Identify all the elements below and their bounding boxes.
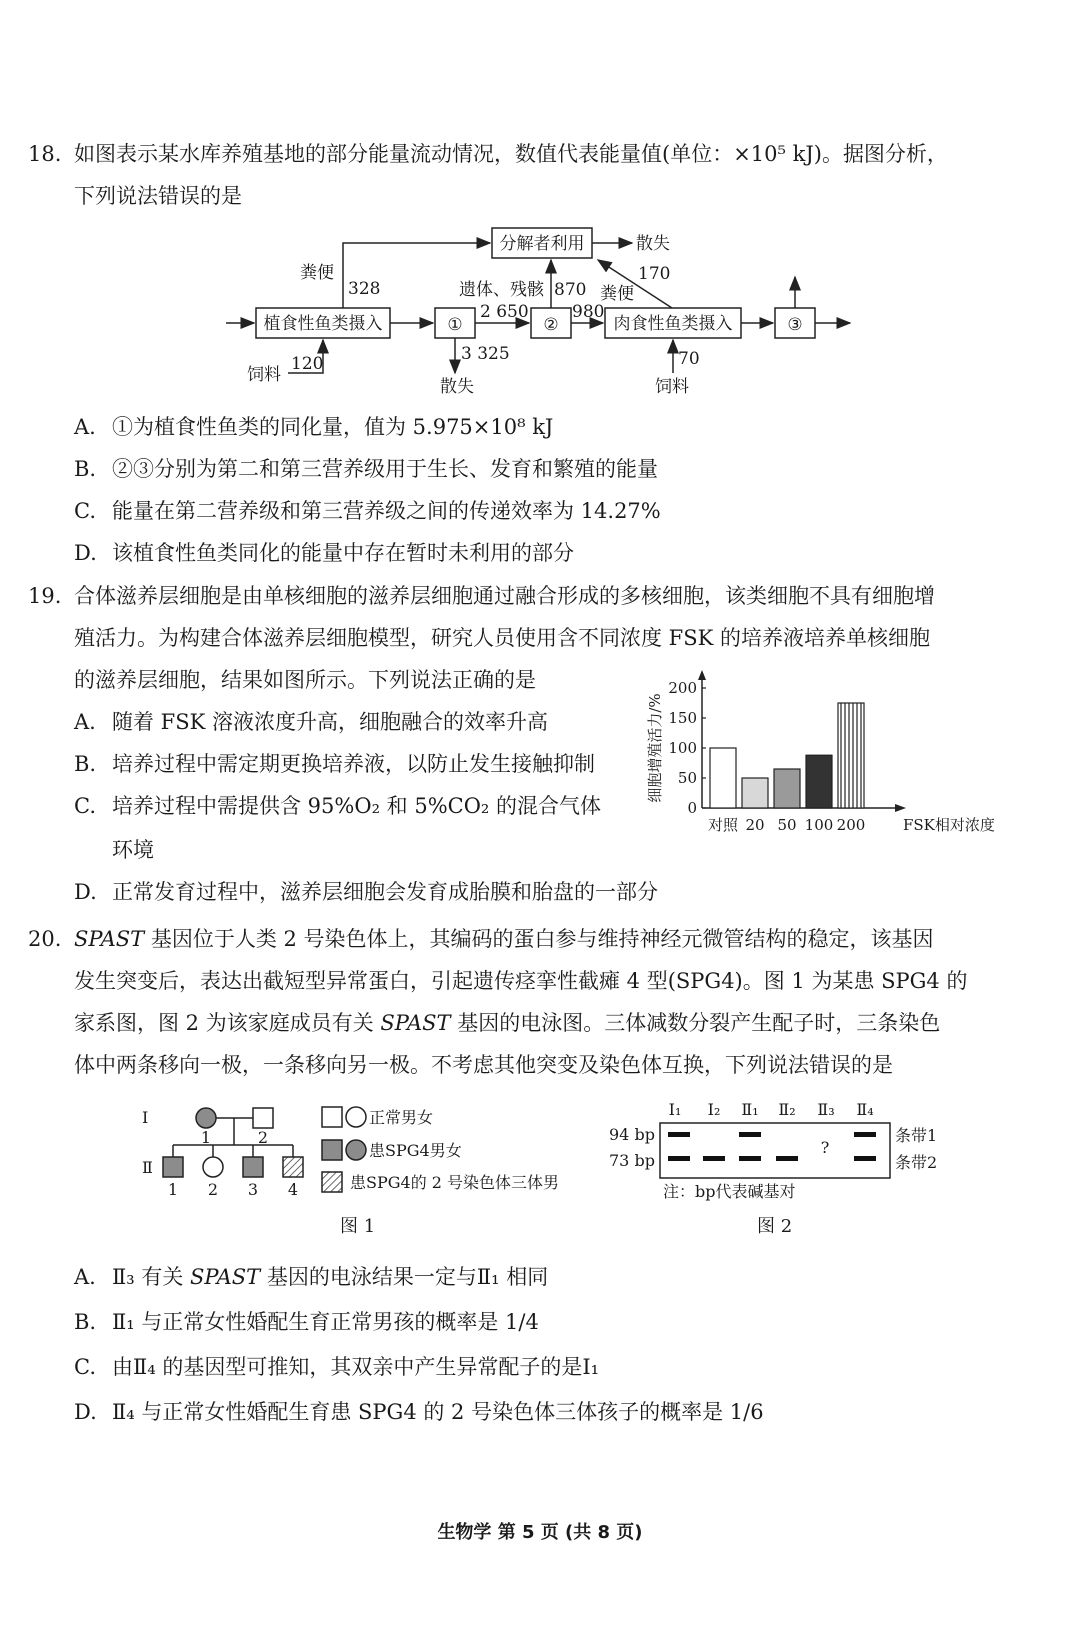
label-feces-1: 粪便	[300, 263, 334, 283]
legend-trisomy-label: 患SPG4的 2 号染色体三体男	[350, 1173, 560, 1192]
chart-y-tick-label: 0	[687, 799, 697, 817]
value-170: 170	[638, 264, 671, 284]
stem-text: 基因的电泳图。三体减数分裂产生配子时，三条染色	[450, 1011, 941, 1035]
pedigree-II3-affected-male	[243, 1157, 263, 1177]
gel-note: 注：bp代表碱基对	[663, 1182, 796, 1201]
I1-number: 1	[200, 1128, 212, 1147]
question-20-stem-line2: 发生突变后，表达出截短型异常蛋白，引起遗传痉挛性截瘫 4 型(SPG4)。图 1 为某患 SPG4 的	[74, 969, 968, 993]
energy-flow-diagram	[0, 215, 1080, 405]
q18-option-c: 能量在第二营养级和第三营养级之间的传递效率为 14.27%	[112, 499, 661, 523]
generation-I-label: Ⅰ	[142, 1108, 149, 1127]
q20-option-b-letter: B.	[74, 1310, 97, 1334]
chart-y-axis-label: 细胞增殖活力/%	[646, 693, 664, 803]
question-20-stem-line3	[74, 1008, 940, 1038]
q19-option-d: 正常发育过程中，滋养层细胞会发育成胎膜和胎盘的一部分	[112, 880, 658, 904]
label-box-3: ③	[787, 315, 803, 335]
legend-normal-label: 正常男女	[369, 1108, 434, 1127]
legend-normal-male-icon	[322, 1107, 342, 1127]
question-20-stem-line1	[74, 924, 934, 954]
legend-normal-female-icon	[346, 1107, 366, 1127]
II2-number: 2	[207, 1180, 219, 1199]
question-19-stem-line2: 殖活力。为构建合体滋养层细胞模型，研究人员使用含不同浓度 FSK 的培养液培养单核细胞	[74, 626, 930, 650]
value-328: 328	[348, 279, 381, 299]
label-box-2: ②	[543, 315, 559, 335]
question-19-number: 19.	[28, 584, 62, 608]
pedigree-I2-normal-male	[253, 1108, 273, 1128]
bp-73-label: 73 bp	[609, 1151, 655, 1170]
question-19-stem-line1: 合体滋养层细胞是由单核细胞的滋养层细胞通过融合形成的多核细胞，该类细胞不具有细胞增	[74, 584, 935, 608]
value-70: 70	[678, 349, 700, 369]
legend-affected-label: 患SPG4男女	[369, 1141, 462, 1160]
question-20-number: 20.	[28, 927, 62, 951]
q18-option-b-letter: B.	[74, 457, 97, 481]
q20-option-b: Ⅱ₁ 与正常女性婚配生育正常男孩的概率是 1/4	[112, 1310, 539, 1334]
chart-bar-2	[774, 769, 800, 808]
label-loss-bottom: 散失	[440, 377, 474, 397]
question-18-stem-line1: 如图表示某水库养殖基地的部分能量流动情况，数值代表能量值(单位：×10⁵ kJ)。据图分析，	[74, 142, 948, 166]
band-2-label: 条带2	[895, 1153, 938, 1172]
band-I2-73	[703, 1156, 725, 1161]
chart-bar-4	[838, 703, 864, 808]
pedigree-I1-affected-female	[196, 1108, 216, 1128]
band-I1-73	[668, 1156, 690, 1161]
label-herbivore: 植食性鱼类摄入	[263, 314, 383, 334]
legend-trisomy-icon	[322, 1172, 342, 1192]
gene-name: SPAST	[190, 1265, 261, 1289]
chart-bar-0	[710, 748, 736, 808]
q18-option-d-letter: D.	[74, 541, 97, 565]
q18-option-b: ②③分别为第二和第三营养级用于生长、发育和繁殖的能量	[112, 457, 658, 481]
gene-name: SPAST	[74, 927, 145, 951]
chart-y-tick-label: 200	[668, 679, 697, 697]
figure-2-caption: 图 2	[757, 1216, 793, 1237]
label-decomposer: 分解者利用	[499, 234, 585, 254]
fsk-bar-chart	[640, 670, 1020, 840]
q18-option-a: ①为植食性鱼类的同化量，值为 5.975×10⁸ kJ	[112, 415, 554, 439]
band-II2-73	[776, 1156, 798, 1161]
label-carnivore: 肉食性鱼类摄入	[613, 314, 733, 334]
q20-option-c: 由Ⅱ₄ 的基因型可推知，其双亲中产生异常配子的是Ⅰ₁	[112, 1355, 600, 1379]
q19-option-c-letter: C.	[74, 794, 96, 818]
question-19-stem-line3: 的滋养层细胞，结果如图所示。下列说法正确的是	[74, 668, 536, 692]
chart-x-tick-label: 200	[836, 816, 866, 834]
stem-text: 家系图，图 2 为该家庭成员有关	[74, 1011, 381, 1035]
q19-option-b-letter: B.	[74, 752, 97, 776]
page-footer: 生物学 第 5 页 (共 8 页)	[437, 1522, 643, 1543]
q18-option-c-letter: C.	[74, 499, 96, 523]
option-text: Ⅱ₃ 有关	[112, 1265, 191, 1289]
question-20-stem-line4: 体中两条移向一极，一条移向另一极。不考虑其他突变及染色体互换，下列说法错误的是	[74, 1053, 893, 1077]
II1-number: 1	[167, 1180, 179, 1199]
II3-number: 3	[247, 1180, 259, 1199]
chart-x-tick-label: 对照	[707, 816, 739, 834]
electrophoresis-figure	[605, 1095, 965, 1210]
band-I1-94	[668, 1132, 690, 1137]
value-980: 980	[572, 302, 605, 322]
q20-option-a	[112, 1262, 548, 1292]
chart-x-arrow	[895, 804, 906, 812]
label-remains: 遗体、残骸	[459, 280, 544, 300]
q19-option-c-continued: 环境	[112, 838, 154, 862]
q18-option-d: 该植食性鱼类同化的能量中存在暂时未利用的部分	[112, 541, 574, 565]
q19-option-a: 随着 FSK 溶液浓度升高，细胞融合的效率升高	[112, 710, 548, 734]
chart-y-tick-label: 50	[677, 769, 697, 787]
band-II4-94	[854, 1132, 876, 1137]
q19-option-b: 培养过程中需定期更换培养液，以防止发生接触抑制	[112, 752, 595, 776]
chart-x-tick-label: 100	[804, 816, 834, 834]
chart-bar-1	[742, 778, 768, 808]
gene-name: SPAST	[380, 1011, 451, 1035]
value-3325: 3 325	[461, 344, 510, 364]
lane-II3-label: Ⅱ₃	[817, 1100, 835, 1119]
question-18-number: 18.	[28, 142, 62, 166]
option-text: 基因的电泳结果一定与Ⅱ₁ 相同	[260, 1265, 549, 1289]
label-feed-2: 饲料	[655, 377, 689, 397]
gel-frame	[660, 1123, 890, 1178]
unknown-lane-mark: ?	[820, 1138, 830, 1157]
lane-I1-label: Ⅰ₁	[668, 1100, 682, 1119]
generation-II-label: Ⅱ	[142, 1158, 153, 1177]
stem-text: 基因位于人类 2 号染色体上，其编码的蛋白参与维持神经元微管结构的稳定，该基因	[144, 927, 934, 951]
value-2650: 2 650	[480, 302, 529, 322]
q18-option-a-letter: A.	[74, 415, 96, 439]
label-box-1: ①	[447, 315, 463, 335]
chart-x-tick-label: 20	[745, 816, 765, 834]
lane-II2-label: Ⅱ₂	[778, 1100, 796, 1119]
pedigree-figure	[130, 1095, 590, 1205]
band-1-label: 条带1	[895, 1126, 938, 1145]
value-120: 120	[291, 354, 324, 374]
figure-1-caption: 图 1	[340, 1216, 376, 1237]
chart-x-axis-label: FSK相对浓度	[903, 816, 995, 834]
q19-option-d-letter: D.	[74, 880, 97, 904]
pedigree-II2-normal-female	[203, 1157, 223, 1177]
chart-x-tick-label: 50	[777, 816, 797, 834]
band-II4-73	[854, 1156, 876, 1161]
label-feces-2: 粪便	[600, 284, 634, 304]
lane-II1-label: Ⅱ₁	[741, 1100, 759, 1119]
pedigree-II1-affected-male	[163, 1157, 183, 1177]
q20-option-d-letter: D.	[74, 1400, 97, 1424]
q19-option-a-letter: A.	[74, 710, 96, 734]
chart-y-tick-label: 100	[668, 739, 697, 757]
legend-affected-female-icon	[346, 1140, 366, 1160]
chart-y-tick-label: 150	[668, 709, 697, 727]
pedigree-II4-trisomy-male	[283, 1157, 303, 1177]
label-loss-top: 散失	[636, 234, 670, 254]
q20-option-a-letter: A.	[74, 1265, 96, 1289]
bp-94-label: 94 bp	[609, 1125, 655, 1144]
q20-option-c-letter: C.	[74, 1355, 96, 1379]
I2-number: 2	[257, 1128, 269, 1147]
label-feed-1: 饲料	[247, 365, 281, 385]
q19-option-c: 培养过程中需提供含 95%O₂ 和 5%CO₂ 的混合气体	[112, 794, 602, 818]
value-870: 870	[554, 280, 587, 300]
lane-I2-label: Ⅰ₂	[707, 1100, 721, 1119]
II4-number: 4	[287, 1180, 299, 1199]
band-II1-73	[739, 1156, 761, 1161]
lane-II4-label: Ⅱ₄	[856, 1100, 874, 1119]
question-18-stem-line2: 下列说法错误的是	[74, 184, 242, 208]
q20-option-d: Ⅱ₄ 与正常女性婚配生育患 SPG4 的 2 号染色体三体孩子的概率是 1/6	[112, 1400, 764, 1424]
chart-y-arrow	[698, 670, 706, 680]
band-II1-94	[739, 1132, 761, 1137]
legend-affected-male-icon	[322, 1140, 342, 1160]
chart-bar-3	[806, 755, 832, 808]
